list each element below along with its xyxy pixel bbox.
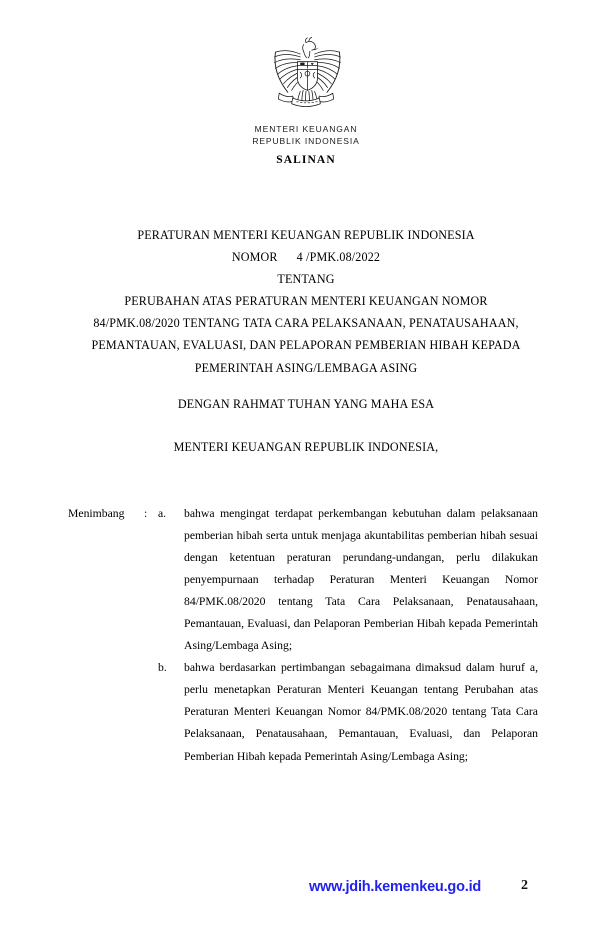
ministry-name-block [0, 124, 612, 147]
considerans-text-b: bahwa berdasarkan pertimbangan sebagaimana dimaksud dalam huruf a, perlu menetapkan Peraturan Menteri Keuangan tentang Perubahan atas Peraturan Menteri Keuangan Nomor 84/PMK.08/2020 tentang Tata Cara Pelaksanaan, Penatausahaan, Pemantauan, Evaluasi, dan Pelaporan Pemberian Hibah kepada Pemerintah Asing/Lembaga Asing; [184, 661, 538, 763]
title-line-4: PERUBAHAN ATAS PERATURAN MENTERI KEUANGAN NOMOR [124, 294, 488, 309]
considerans-section [68, 503, 538, 768]
page-number: 2 [521, 878, 528, 893]
title-line-1: PERATURAN MENTERI KEUANGAN REPUBLIK INDONESIA [137, 228, 475, 242]
regulation-title-block [38, 224, 574, 379]
copy-mark-salinan: SALINAN [276, 154, 336, 166]
ministry-line-1: MENTERI KEUANGAN [254, 124, 358, 134]
garuda-pancasila-emblem [258, 34, 354, 120]
invocation-line: DENGAN RAHMAT TUHAN YANG MAHA ESA [177, 397, 435, 411]
considerans-text-a: bahwa mengingat terdapat perkembangan kebutuhan dalam pelaksanaan pemberian hibah serta untuk menjaga akuntabilitas pemberian hibah sesuai dengan ketentuan peraturan perundang-undangan, perlu dilakukan penyempurnaan terhadap Peraturan Menteri Keuangan Nomor 84/PMK.08/2020 tentang Tata Cara Pelaksanaan, Penatausahaan, Pemantauan, Evaluasi, dan Pelaporan Pemberian Hibah kepada Pemerintah Asing/Lembaga Asing; [184, 507, 538, 653]
considerans-item-b [68, 657, 538, 767]
footer-url-text: www.jdih.kemenkeu.go.id [308, 879, 482, 895]
issuing-authority-line: MENTERI KEUANGAN REPUBLIK INDONESIA, [173, 440, 439, 454]
title-line-5: 84/PMK.08/2020 TENTANG TATA CARA PELAKSANAAN, PENATAUSAHAAN, [93, 316, 519, 331]
considerans-label: Menimbang [68, 507, 125, 520]
title-line-nomor: NOMOR 4 /PMK.08/2022 [231, 250, 381, 265]
considerans-item-a [68, 503, 538, 657]
title-line-tentang: TENTANG [277, 272, 335, 287]
letterhead [0, 34, 612, 166]
title-line-7: PEMERINTAH ASING/LEMBAGA ASING [194, 360, 418, 375]
ministry-line-2: REPUBLIK INDONESIA [252, 135, 360, 146]
considerans-colon: : [144, 507, 148, 520]
considerans-marker-b: b. [158, 661, 167, 675]
considerans-marker-a: a. [158, 507, 167, 520]
title-line-6: PEMANTAUAN, EVALUASI, DAN PELAPORAN PEMBERIAN HIBAH KEPADA [91, 338, 521, 353]
